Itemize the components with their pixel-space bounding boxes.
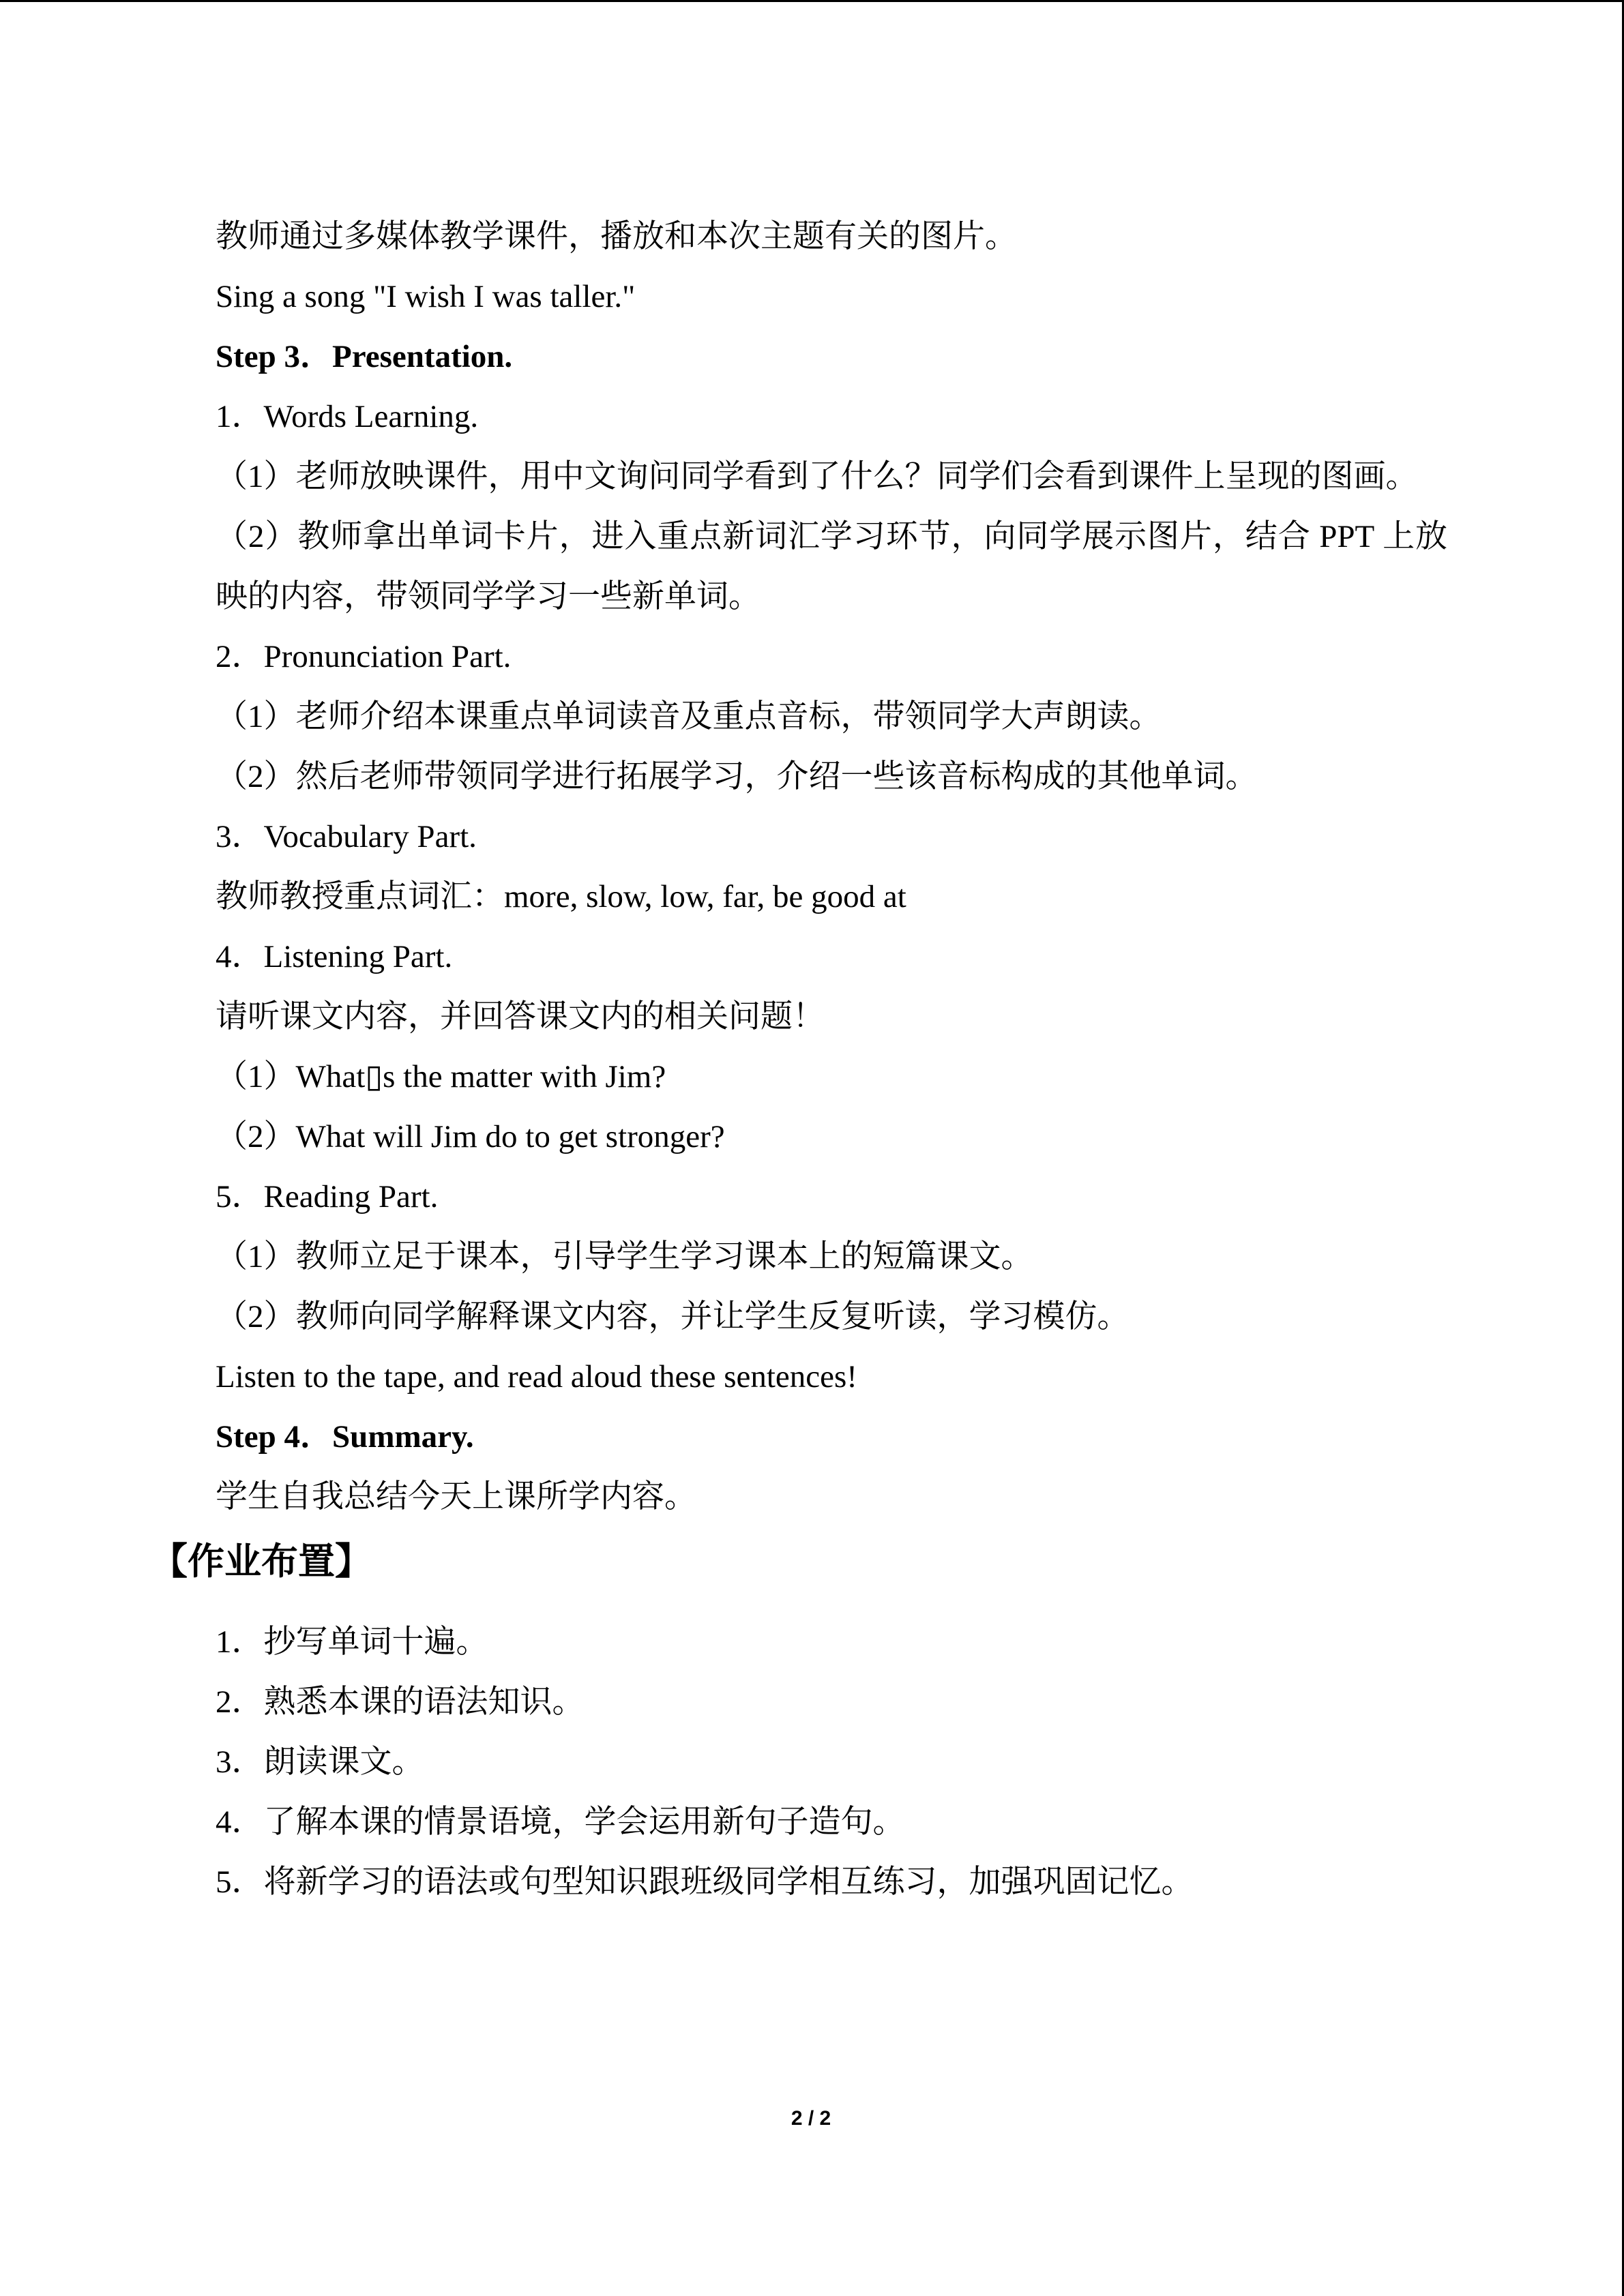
summary-text: 学生自我总结今天上课所学内容。	[216, 1479, 696, 1515]
words-learning-item-continuation: 映的内容，带领同学学习一些新单词。	[216, 579, 761, 614]
song-line: Sing a song "I wish I was taller."	[216, 279, 636, 314]
vocabulary-title: 3．Vocabulary Part.	[216, 819, 477, 854]
reading-instruction: Listen to the tape, and read aloud these sentences!	[216, 1359, 857, 1395]
homework-item: 3．朗读课文。	[216, 1744, 424, 1780]
page-number: 2 / 2	[791, 2107, 831, 2130]
homework-item: 4．了解本课的情景语境，学会运用新句子造句。	[216, 1804, 905, 1840]
homework-heading: 【作业布置】	[151, 1541, 372, 1582]
reading-item: （1）教师立足于课本，引导学生学习课本上的短篇课文。	[216, 1239, 1033, 1274]
pronunciation-item: （2）然后老师带领同学进行拓展学习，介绍一些该音标构成的其他单词。	[216, 759, 1258, 794]
homework-list	[216, 1612, 1447, 1912]
listening-title: 4．Listening Part.	[216, 939, 453, 974]
homework-item: 1．抄写单词十遍。	[216, 1624, 488, 1660]
listening-question: （1）What▯s the matter with Jim?	[216, 1059, 666, 1094]
reading-item: （2）教师向同学解释课文内容，并让学生反复听读，学习模仿。	[216, 1299, 1130, 1335]
listening-instruction: 请听课文内容，并回答课文内的相关问题！	[216, 999, 825, 1034]
words-learning-item: （2）教师拿出单词卡片，进入重点新词汇学习环节，向同学展示图片，结合 PPT 上放	[216, 519, 1447, 554]
pronunciation-title: 2．Pronunciation Part.	[216, 639, 512, 674]
intro-text: 教师通过多媒体教学课件，播放和本次主题有关的图片。	[216, 219, 1017, 254]
reading-title: 5．Reading Part.	[216, 1179, 439, 1214]
page-body	[151, 207, 1447, 1912]
step3-heading: Step 3．Presentation.	[216, 339, 513, 374]
pronunciation-item: （1）老师介绍本课重点单词读音及重点音标，带领同学大声朗读。	[216, 699, 1162, 734]
listening-question: （2）What will Jim do to get stronger?	[216, 1119, 725, 1154]
vocabulary-text: 教师教授重点词汇：more, slow, low, far, be good at	[216, 879, 906, 914]
homework-item: 5．将新学习的语法或句型知识跟班级同学相互练习，加强巩固记忆。	[216, 1864, 1194, 1900]
words-learning-item: （1）老师放映课件，用中文询问同学看到了什么？同学们会看到课件上呈现的图画。	[216, 459, 1418, 494]
step4-heading: Step 4．Summary.	[216, 1419, 474, 1455]
words-learning-title: 1．Words Learning.	[216, 399, 479, 434]
homework-item: 2．熟悉本课的语法知识。	[216, 1684, 585, 1720]
